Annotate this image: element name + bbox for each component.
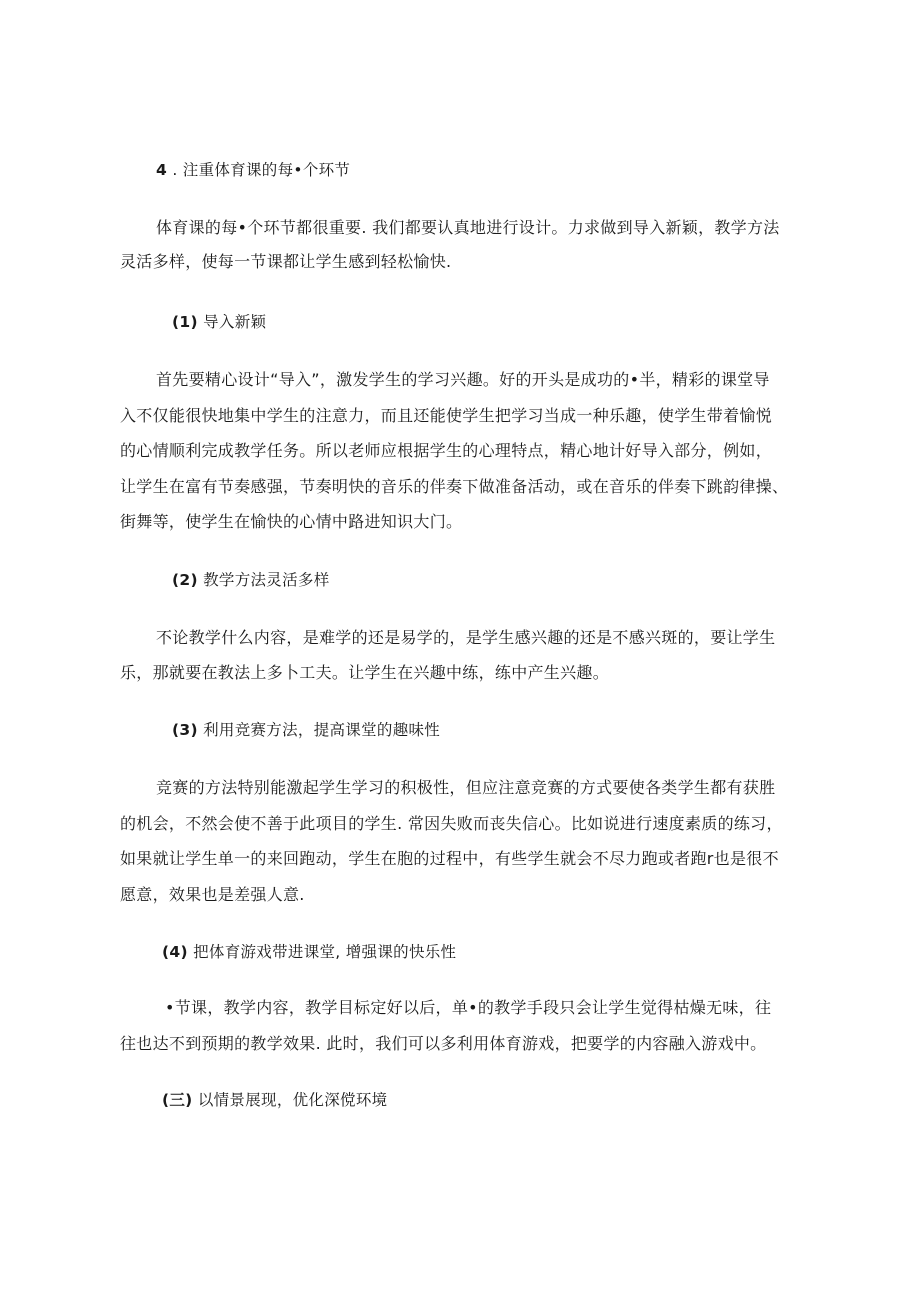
- subheading-number: (2): [172, 571, 198, 589]
- subheading-4: [162, 942, 456, 962]
- text-line: 如果就让学生单一的来回跑动，学生在胞的过程中，有些学生就会不尽力跑或者跑r也是很不: [120, 849, 779, 868]
- text-line: 不论教学什么内容，是难学的还是易学的，是学生感兴趣的还是不感兴斑的，要让学生: [156, 628, 776, 647]
- subheading-3: [172, 720, 440, 740]
- heading-number: 4: [156, 161, 168, 179]
- text-line: 的心情顺利完成教学任务。所以老师应根据学生的心理特点，精心地计好导入部分，例如，: [120, 441, 773, 460]
- text-line: 灵活多样，使每一节课都让学生感到轻松愉快.: [120, 252, 452, 271]
- text-line: 让学生在富有节奏感强，节奏明快的音乐的伴奏下做准备活动，或在音乐的伴奏下跳韵律操、: [120, 477, 789, 496]
- text-line: 街舞等，使学生在愉快的心情中路进知识大门。: [120, 512, 463, 531]
- section-heading-3: [162, 1090, 387, 1110]
- text-line: 竞赛的方法特别能激起学生学习的积极性，但应注意竞赛的方式要使各类学生都有获胜: [156, 778, 776, 797]
- heading-text: . 注重体育课的每•个环节: [172, 161, 351, 179]
- text-line: 体育课的每•个环节都很重要. 我们都要认真地进行设计。力求做到导入新颖，教学方法: [156, 218, 780, 237]
- text-line: 首先要精心设计“导入”，激发学生的学习兴趣。好的开头是成功的•半，精彩的课堂导: [156, 370, 770, 389]
- section-heading-4: [156, 160, 350, 180]
- subheading-2: [172, 570, 330, 590]
- subheading-text: 教学方法灵活多样: [203, 571, 330, 589]
- text-line: 往也达不到预期的教学效果. 此时，我们可以多利用体育游戏，把要学的内容融入游戏中。: [120, 1034, 767, 1053]
- subheading-text: 导入新颖: [203, 313, 267, 331]
- text-line: 的机会，不然会使不善于此项目的学生. 常因失败而丧失信心。比如说进行速度素质的练习，: [120, 814, 783, 833]
- subheading-number: (1): [172, 313, 198, 331]
- text-line: 入不仅能很快地集中学生的注意力，而且还能使学生把学习当成一种乐趣，使学生带着愉悦: [120, 406, 773, 425]
- subheading-text: 利用竞赛方法，提高课堂的趣味性: [203, 721, 441, 739]
- text-line: 愿意，效果也是差强人意.: [120, 885, 305, 904]
- subheading-number: (3): [172, 721, 198, 739]
- text-line: •节课，教学内容，教学目标定好以后，单•的教学手段只会让学生觉得枯燥无味，往: [165, 998, 772, 1017]
- subheading-text: 把体育游戏带进课堂, 增强课的快乐性: [193, 943, 457, 961]
- section-number: (三): [162, 1091, 193, 1109]
- text-line: 乐，那就要在教法上多卜工夫。让学生在兴趣中练，练中产生兴趣。: [120, 663, 610, 682]
- section-text: 以情景展现，优化深傥环境: [197, 1091, 388, 1109]
- subheading-1: [172, 312, 266, 332]
- subheading-number: (4): [162, 943, 188, 961]
